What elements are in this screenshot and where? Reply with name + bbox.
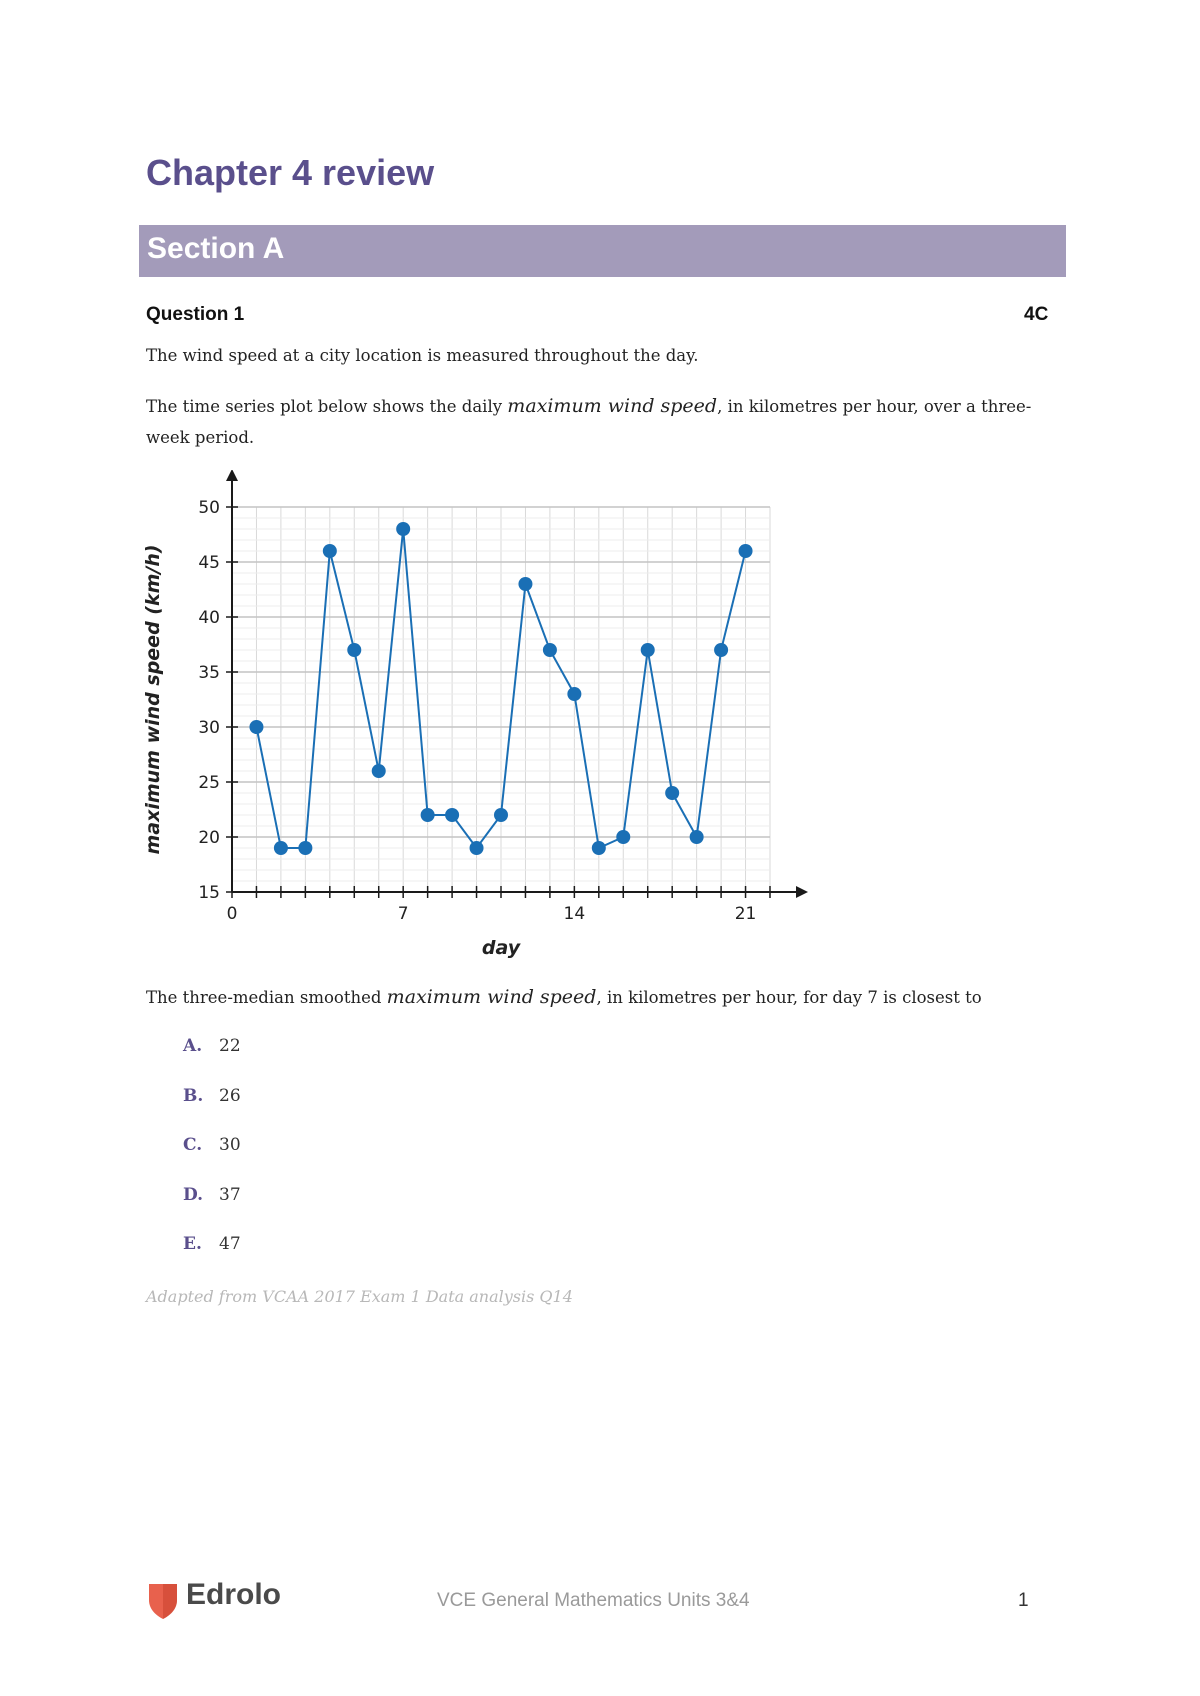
y-axis-arrow [226, 470, 238, 481]
x-axis-arrow [796, 886, 808, 898]
x-tick-label: 14 [563, 904, 586, 924]
option-value: 37 [219, 1185, 241, 1205]
data-point [641, 643, 655, 657]
option-value: 26 [219, 1086, 241, 1106]
plot-description [146, 391, 1056, 453]
data-point [543, 643, 557, 657]
option-letter: B. [183, 1086, 204, 1106]
question-prompt-variable: maximum wind speed [386, 986, 597, 1008]
question-label: Question 1 [146, 304, 245, 325]
data-point [665, 786, 679, 800]
footer-course: VCE General Mathematics Units 3&4 [437, 1590, 750, 1611]
question-intro: The wind speed at a city location is measured throughout the day. [146, 346, 699, 365]
time-series-chart [135, 470, 815, 960]
data-point [347, 643, 361, 657]
question-prompt [146, 982, 1056, 1013]
option-d[interactable] [183, 1185, 241, 1205]
plot-description-start: The time series plot below shows the daily [146, 397, 508, 416]
data-point [616, 830, 630, 844]
data-point [714, 643, 728, 657]
source-note: Adapted from VCAA 2017 Exam 1 Data analysis Q14 [146, 1287, 573, 1306]
question-prompt-end: , in kilometres per hour, for day 7 is closest to [596, 988, 982, 1007]
data-point [690, 830, 704, 844]
option-letter: E. [183, 1234, 202, 1254]
data-point [592, 841, 606, 855]
x-tick-label: 21 [734, 904, 757, 924]
y-axis-label: maximum wind speed (km/h) [142, 544, 164, 855]
data-point [567, 687, 581, 701]
plot-variable: maximum wind speed [507, 395, 718, 417]
data-point [494, 808, 508, 822]
y-tick-label: 45 [198, 553, 220, 573]
chart-grid [232, 507, 770, 892]
x-tick-label: 0 [226, 904, 238, 924]
data-point [421, 808, 435, 822]
option-a[interactable] [183, 1036, 241, 1056]
x-axis-label: day [481, 937, 521, 959]
y-tick-label: 15 [198, 883, 220, 903]
y-tick-label: 50 [198, 498, 220, 518]
x-tick-label: 7 [397, 904, 409, 924]
chapter-title: Chapter 4 review [146, 152, 435, 193]
y-tick-label: 35 [198, 663, 220, 683]
section-title: Section A [147, 232, 285, 265]
y-tick-label: 25 [198, 773, 220, 793]
data-point [372, 764, 386, 778]
y-tick-label: 20 [198, 828, 220, 848]
question-prompt-start: The three-median smoothed [146, 988, 387, 1007]
section-header [139, 225, 1066, 277]
footer-brand: Edrolo [186, 1578, 281, 1611]
data-point [518, 577, 532, 591]
option-letter: C. [183, 1135, 203, 1155]
page-number: 1 [1018, 1590, 1029, 1611]
edrolo-shield-icon [147, 1580, 179, 1620]
data-point [739, 544, 753, 558]
data-point [298, 841, 312, 855]
option-letter: D. [183, 1185, 204, 1205]
data-point [323, 544, 337, 558]
y-tick-label: 30 [198, 718, 220, 738]
option-value: 47 [219, 1234, 241, 1254]
question-topic-tag: 4C [1024, 304, 1049, 325]
option-b[interactable] [183, 1086, 241, 1106]
option-c[interactable] [183, 1135, 241, 1155]
data-point [274, 841, 288, 855]
y-tick-label: 40 [198, 608, 220, 628]
data-point [445, 808, 459, 822]
data-point [396, 522, 410, 536]
option-letter: A. [183, 1036, 203, 1056]
option-value: 22 [219, 1036, 241, 1056]
option-e[interactable] [183, 1234, 241, 1254]
plot-description-end: , in kilometres per hour, over a three-week period. [146, 397, 1032, 447]
data-point [470, 841, 484, 855]
data-point [249, 720, 263, 734]
option-value: 30 [219, 1135, 241, 1155]
